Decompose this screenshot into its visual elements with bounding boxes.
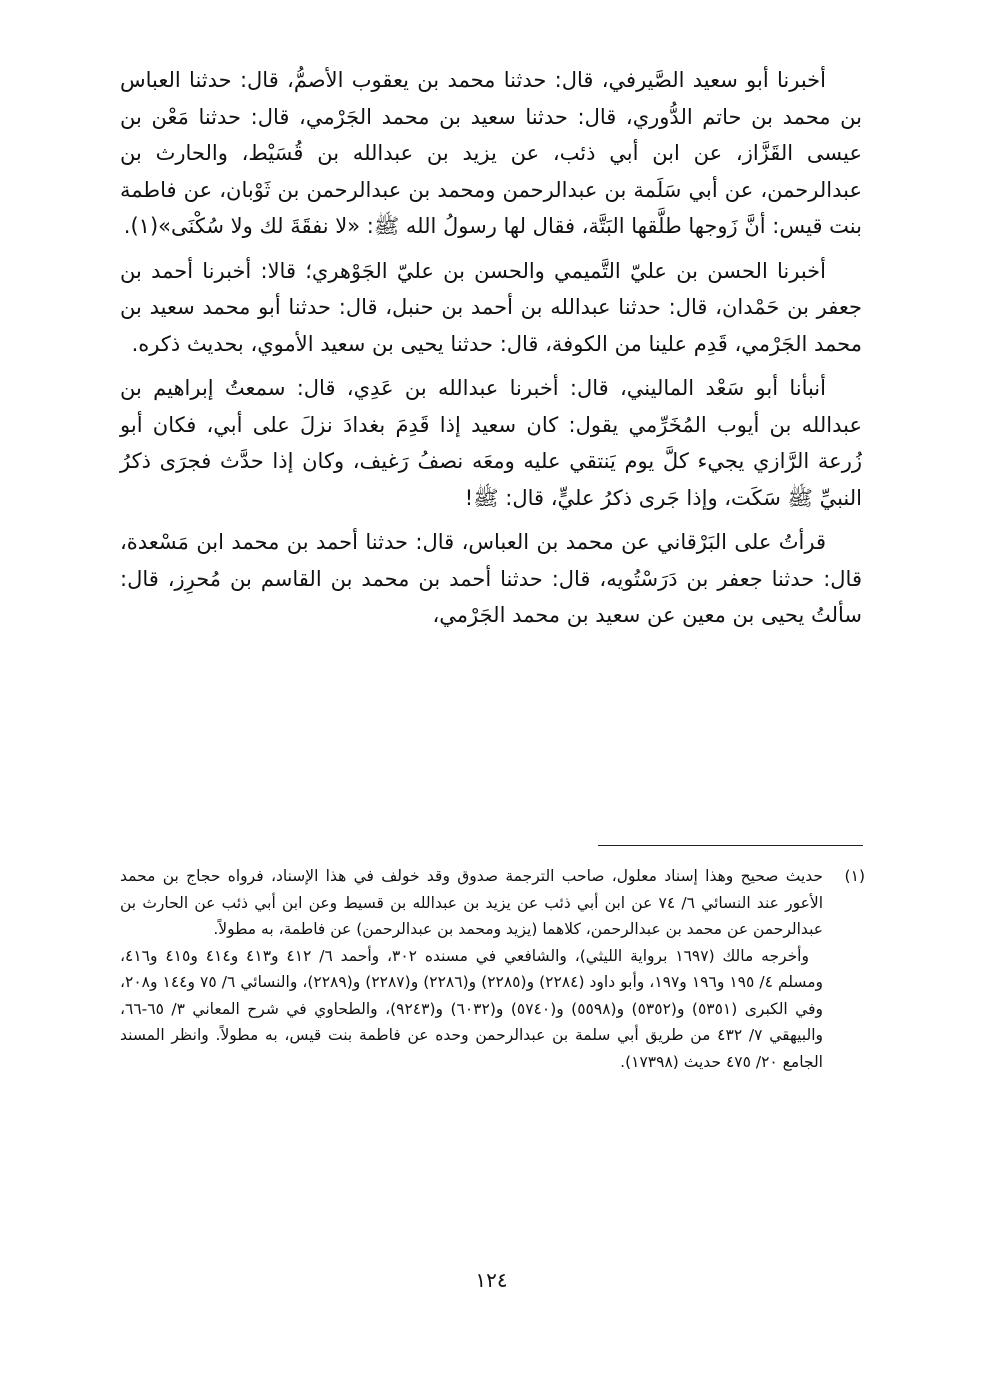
footnote-separator — [598, 845, 863, 846]
footnotes-block — [120, 863, 865, 1075]
paragraph-3: أنبأنا أبو سَعْد الماليني، قال: أخبرنا عبدالله بن عَدِي، قال: سمعتُ إبراهيم بن عبدالله بن أيوب المُخَرِّمي يقول: كان سعيد إذا قَدِمَ بغدادَ نزلَ على أبي، فكان أبو زُرعة الرَّازي يجيء كلَّ يوم يَنتقي عليه ومعَه نصفُ رَغيف، وكان إذا حدَّث فجرَى ذكرُ النبيِّ ﷺ سَكَت، وإذا جَرى ذكرُ عليٍّ، قال: ﷺ! — [120, 376, 862, 510]
paragraph-2: أخبرنا الحسن بن عليّ التَّميمي والحسن بن عليّ الجَوْهري؛ قالا: أخبرنا أحمد بن جعفر بن حَمْدان، قال: حدثنا عبدالله بن أحمد بن حنبل، قال: حدثنا أبو محمد سعيد بن محمد الجَرْمي، قَدِم علينا من الكوفة، قال: حدثنا يحيى بن سعيد الأموي، بحديث ذكره. — [120, 258, 862, 356]
main-text-block — [120, 62, 862, 634]
paragraph-1: أخبرنا أبو سعيد الصَّيرفي، قال: حدثنا محمد بن يعقوب الأصمُّ، قال: حدثنا العباس بن محمد بن حاتم الدُّوري، قال: حدثنا سعيد بن محمد الجَرْمي، قال: حدثنا مَعْن بن عيسى القَزَّاز، عن ابن أبي ذئب، عن يزيد بن عبدالله بن قُسَيْط، والحارث بن عبدالرحمن، عن أبي سَلَمة بن عبدالرحمن ومحمد بن عبدالرحمن بن ثَوْبان، عن فاطمة بنت قيس: أنَّ زَوجها طلَّقها البَتَّة، فقال لها رسولُ الله ﷺ: «لا نفقَةَ لك ولا سُكْنَى»(١). — [120, 68, 862, 238]
paragraph-4: قرأتُ على البَرْقاني عن محمد بن العباس، قال: حدثنا أحمد بن محمد ابن مَسْعدة، قال: حدثنا جعفر بن دَرَسْتُويه، قال: حدثنا أحمد بن محمد بن القاسم بن مُحرِز، قال: سألتُ يحيى بن معين عن سعيد بن محمد الجَرْمي، — [120, 530, 862, 627]
footnote-text: حديث صحيح وهذا إسناد معلول، صاحب الترجمة صدوق وقد خولف في هذا الإسناد، فرواه حجاج بن محمد الأعور عند النسائي ٦/ ٧٤ عن ابن أبي ذئب عن يزيد بن عبدالله بن قسيط وعن ابن أبي ذئب عن الحارث بن عبدالرحمن عن محمد بن عبدالرحمن، كلاهما (يزيد ومحمد بن عبدالرحمن) عن فاطمة، به مطولاً. — [120, 867, 823, 938]
page-number: ١٢٤ — [475, 1268, 508, 1292]
footnote-number: (١) — [844, 867, 865, 885]
footnote-1 — [120, 863, 865, 943]
footnote-continuation: وأخرجه مالك (١٦٩٧ برواية الليثي)، والشافعي في مسنده ٣٠٢، وأحمد ٦/ ٤١٢ و٤١٣ و٤١٤ و٤١٥ و٤١٦، ومسلم ٤/ ١٩٥ و١٩٦ و١٩٧، وأبو داود (٢٢٨٤) و(٢٢٨٥) و(٢٢٨٦) و(٢٢٨٧) و(٢٢٨٩)، والنسائي ٦/ ٧٥ و١٤٤ و٢٠٨، وفي الكبرى (٥٣٥١) و(٥٣٥٢) و(٥٥٩٨) و(٥٧٤٠) و(٦٠٣٢) و(٩٢٤٣)، والطحاوي في شرح المعاني ٣/ ٦٥-٦٦، والبيهقي ٧/ ٤٣٢ من طريق أبي سلمة بن عبدالرحمن وحده عن فاطمة بنت قيس، به مطولاً. وانظر المسند الجامع ٢٠/ ٤٧٥ حديث (١٧٣٩٨). — [120, 946, 824, 1071]
